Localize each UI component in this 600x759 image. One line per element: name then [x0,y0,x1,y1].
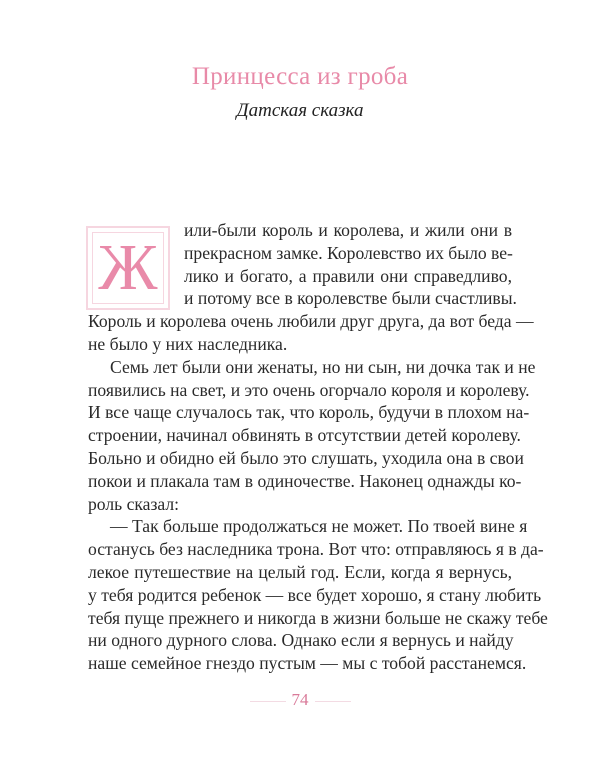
text-line: И все чаще случалось так, что король, будучи в плохом на- [88,402,530,423]
text-line: останусь без наследника трона. Вот что: отправляюсь я в да- [88,539,544,560]
text-line: Больно и обидно ей было это слушать, уходила она в свои [88,447,524,468]
ornament-left [250,701,286,702]
text-line: наше семейное гнездо пустым — мы с тобой расстанемся. [88,653,527,674]
page-number: 74 [291,690,309,709]
text-line: у тебя родится ребенок — все будет хорошо, я стану любить [88,584,542,605]
text-line: Король и королева очень любили друг друга, да вот беда — [88,311,534,332]
text-line: Семь лет были они женаты, но ни сын, ни дочка так и не [110,356,536,377]
text-line: строении, начинал обвинять в отсутствии детей королеву. [88,425,521,446]
text-line: появились на свет, и это очень огорчало короля и королеву. [88,379,530,400]
text-line: или-были король и королева, и жили они в [184,220,512,240]
chapter-subtitle: Датская сказка [236,100,364,121]
text-line: лекое путешествие на целый год. Если, когда я вернусь, [88,561,512,582]
text-line: покои и плакала там в одиночестве. Наконец однажды ко- [88,470,522,491]
ornament-right [315,701,351,702]
text-line: прекрасном замке. Королевство их было ве- [184,242,513,263]
story-text [88,219,548,675]
text-line: ни одного дурного слова. Однако если я вернусь и найду [88,630,514,651]
text-line: тебя пуще прежнего и никогда в жизни больше не скажу тебе [88,607,548,628]
page-footer [0,690,600,710]
text-line: роль сказал: [88,493,180,514]
drop-cap-letter: Ж [98,231,158,304]
text-line: не было у них наследника. [88,333,288,354]
text-line: и потому все в королевстве были счастливы. [184,288,517,309]
text-line: — Так больше продолжаться не может. По твоей вине я [110,516,528,537]
text-line: лико и богато, а правили они справедливо, [184,265,512,286]
chapter-title: Принцесса из гроба [191,63,409,90]
